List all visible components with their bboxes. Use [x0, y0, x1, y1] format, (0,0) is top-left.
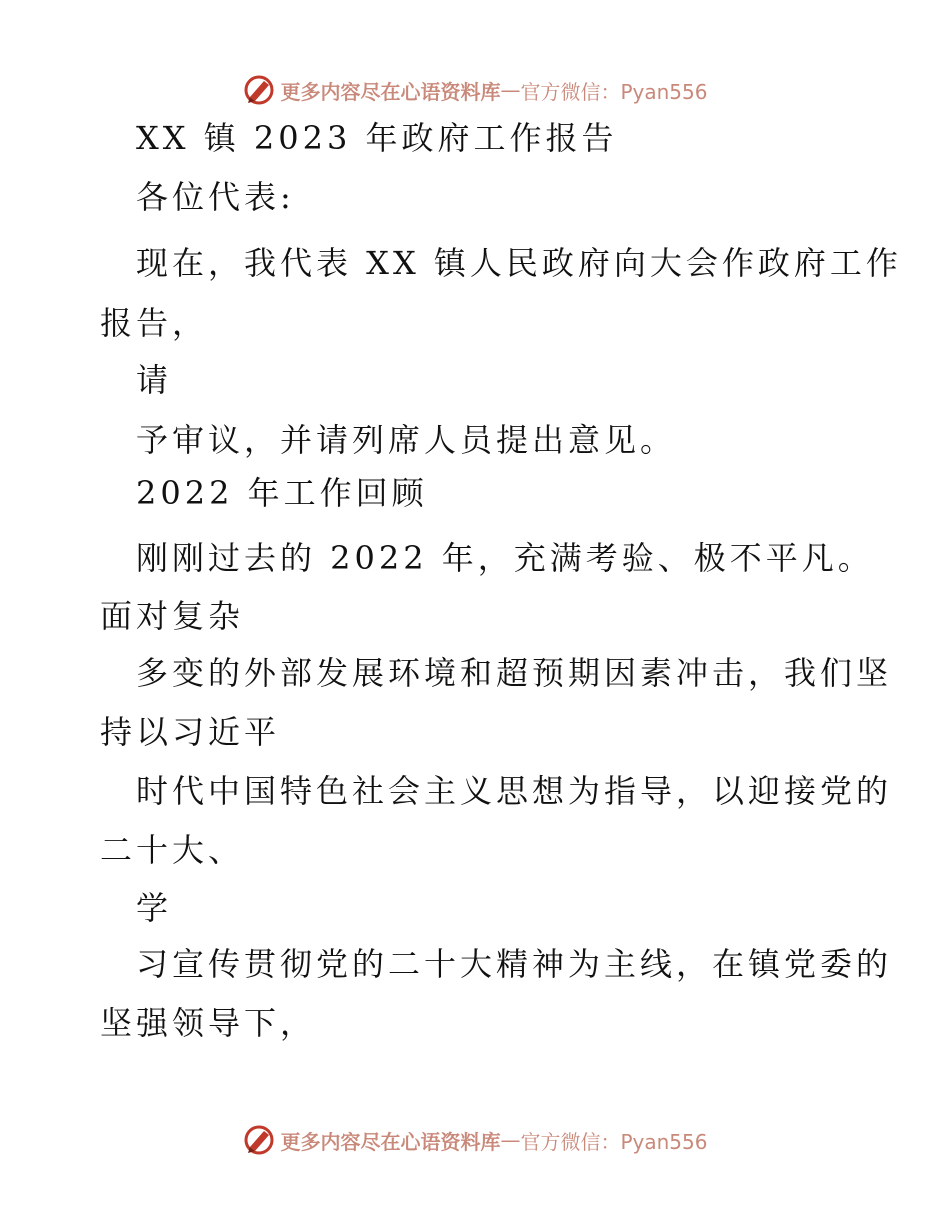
pen-logo-icon: [242, 1123, 276, 1157]
paragraph-line: 刚刚过去的 2022 年，充满考验、极不平凡。: [136, 539, 874, 577]
paragraph-line: 持以习近平: [100, 713, 281, 751]
paragraph-line: 现在，我代表 XX 镇人民政府向大会作政府工作: [136, 244, 902, 282]
paragraph-line: 报告，: [100, 304, 209, 342]
paragraph-line: 予审议，并请列席人员提出意见。: [136, 421, 677, 459]
banner-contact: 官方微信：Pyan556: [520, 79, 708, 104]
paragraph-line: 面对复杂: [100, 597, 245, 635]
banner-contact: 官方微信：Pyan556: [520, 1129, 708, 1154]
paragraph-line: 习宣传贯彻党的二十大精神为主线，在镇党委的: [136, 945, 893, 983]
banner-title: 更多内容尽在心语资料库: [280, 1129, 501, 1154]
paragraph-line: 坚强领导下，: [100, 1004, 317, 1042]
paragraph-line: 时代中国特色社会主义思想为指导，以迎接党的: [136, 772, 893, 810]
paragraph-line: 学: [136, 889, 173, 927]
paragraph-line: 多变的外部发展环境和超预期因素冲击，我们坚: [136, 654, 893, 692]
paragraph-line: 请: [136, 361, 173, 399]
document-title: XX 镇 2023 年政府工作报告: [136, 119, 618, 157]
banner-title: 更多内容尽在心语资料库: [280, 79, 501, 104]
pen-logo-icon: [242, 73, 276, 107]
banner-separator: —: [500, 78, 521, 102]
paragraph-line: 二十大、: [100, 831, 245, 869]
section-heading: 2022 年工作回顾: [136, 474, 428, 512]
paragraph-line: 各位代表:: [136, 178, 295, 216]
banner-separator: —: [500, 1128, 521, 1152]
header-banner: [0, 70, 950, 110]
footer-banner: [0, 1120, 950, 1160]
